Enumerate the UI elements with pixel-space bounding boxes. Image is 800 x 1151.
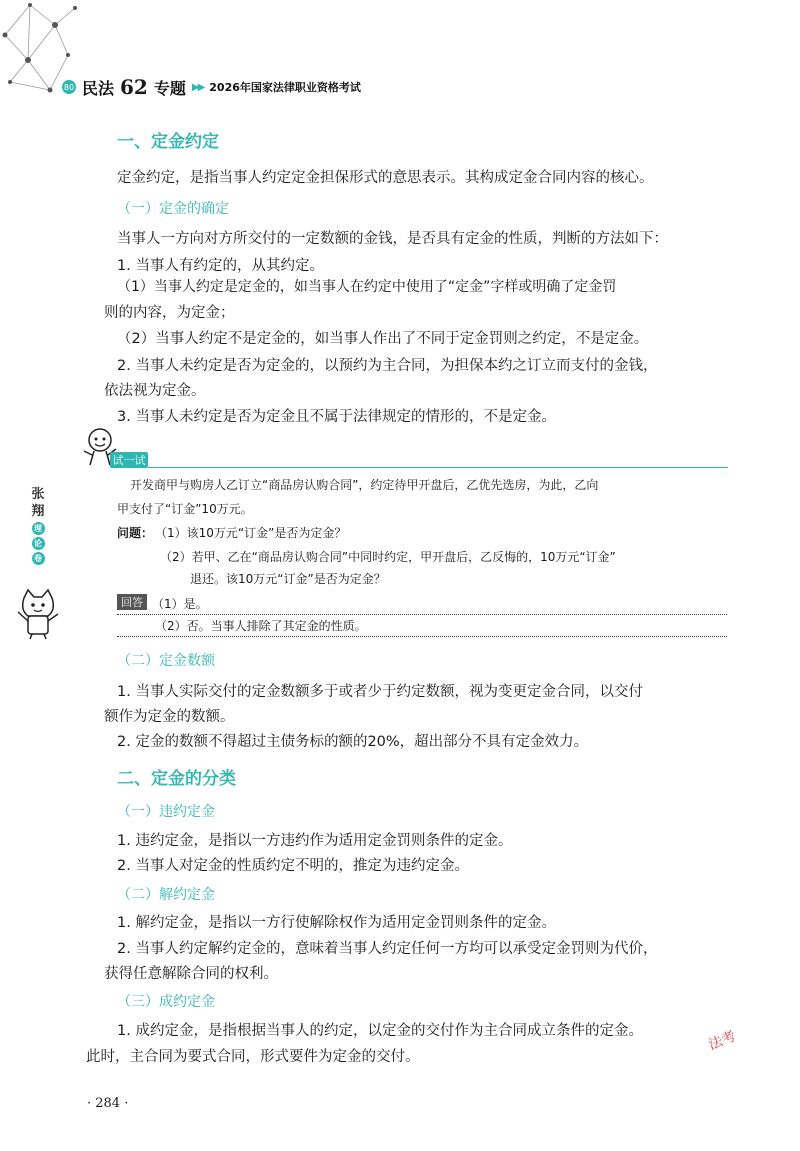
section-intro: 定金约定，是指当事人约定定金担保形式的意思表示。其构成定金合同内容的核心。 <box>117 170 654 186</box>
paragraph: 此时，主合同为要式合同，形式要件为定金的交付。 <box>86 1049 420 1065</box>
page-number: · 284 · <box>87 1096 129 1111</box>
section-title-2: 二、定金的分类 <box>117 769 236 789</box>
stamp-mark: 法考 <box>706 1028 739 1054</box>
answer-label: 回答 <box>117 594 147 610</box>
paragraph: 2. 当事人对定金的性质约定不明的，推定为违约定金。 <box>117 858 469 874</box>
paragraph: （2）当事人约定不是定金的，如当事人作出了不同于定金罚则之约定，不是定金。 <box>117 331 649 347</box>
try-it-divider <box>148 467 728 468</box>
subsection-title-1: （一）定金的确定 <box>117 201 229 217</box>
subsection-title-3: （一）违约定金 <box>117 804 215 820</box>
sidebar-char: 张 <box>31 487 45 502</box>
paragraph: 1. 成约定金，是指根据当事人的约定，以定金的交付作为主合同成立条件的定金。 <box>117 1023 643 1039</box>
question-item: 退还。该10万元“订金”是否为定金？ <box>190 572 386 586</box>
question-item: （1）该10万元“订金”是否为定金？ <box>155 526 347 540</box>
paragraph: 3. 当事人未约定是否为定金且不属于法律规定的情形的，不是定金。 <box>117 409 556 425</box>
paragraph: 2. 定金的数额不得超过主债务标的额的20%，超出部分不具有定金效力。 <box>117 734 589 750</box>
sidebar-badge: 论 <box>32 537 45 550</box>
paragraph: 1. 违约定金，是指以一方违约作为适用定金罚则条件的定金。 <box>117 833 513 849</box>
header-book: 民法 <box>82 78 115 98</box>
paragraph: 1. 当事人实际交付的定金数额多于或者少于约定数额，视为变更定金合同，以交付 <box>117 684 643 700</box>
case-text: 开发商甲与购房人乙订立“商品房认购合同”，约定待甲开盘后，乙优先选房，为此，乙向 <box>130 478 599 492</box>
sidebar-char: 翔 <box>31 504 45 519</box>
try-it-label: 试一试 <box>110 452 148 468</box>
header-subtitle: 2026年国家法律职业资格考试 <box>209 81 361 94</box>
section-title-1: 一、定金约定 <box>117 132 219 152</box>
running-header <box>62 76 361 98</box>
sidebar-badge: 卷 <box>32 552 45 565</box>
divider <box>117 636 727 637</box>
header-number: 62 <box>120 75 148 99</box>
subsection-title-5: （三）成约定金 <box>117 994 215 1010</box>
paragraph: 2. 当事人约定解约定金的，意味着当事人约定任何一方均可以承受定金罚则为代价， <box>117 941 658 957</box>
header-topic: 专题 <box>153 78 186 98</box>
sidebar-label <box>28 486 48 567</box>
paragraph: 则的内容，为定金； <box>104 305 235 321</box>
divider <box>117 614 727 615</box>
header-badge: 80 <box>62 80 76 94</box>
paragraph: （1）当事人约定是定金的，如当事人在约定中使用了“定金”字样或明确了定金罚 <box>117 279 617 295</box>
paragraph: 1. 当事人有约定的，从其约定。 <box>117 258 324 274</box>
cat-mascot-icon <box>14 588 62 640</box>
question-label: 问题： <box>117 526 154 540</box>
paragraph: 1. 解约定金，是指以一方行使解除权作为适用定金罚则条件的定金。 <box>117 915 556 931</box>
question-item: （2）若甲、乙在“商品房认购合同”中同时约定，甲开盘后，乙反悔的，10万元“订金” <box>160 550 616 564</box>
paragraph: 依法视为定金。 <box>104 383 206 399</box>
paragraph: 当事人一方向对方所交付的一定数额的金钱，是否具有定金的性质，判断的方法如下： <box>117 231 668 247</box>
case-text: 甲支付了“订金”10万元。 <box>117 502 253 516</box>
paragraph: 2. 当事人未约定是否为定金的，以预约为主合同，为担保本约之订立而支付的金钱， <box>117 358 658 374</box>
subsection-title-2: （二）定金数额 <box>117 653 215 669</box>
header-arrows-icon: ▶▶ <box>191 81 204 93</box>
paragraph: 获得任意解除合同的权利。 <box>104 966 278 982</box>
subsection-title-4: （二）解约定金 <box>117 887 215 903</box>
answer-item: （1）是。 <box>152 597 208 611</box>
sidebar-badge: 理 <box>32 522 45 535</box>
answer-item: （2）否。当事人排除了其定金的性质。 <box>155 619 367 633</box>
paragraph: 额作为定金的数额。 <box>104 709 235 725</box>
